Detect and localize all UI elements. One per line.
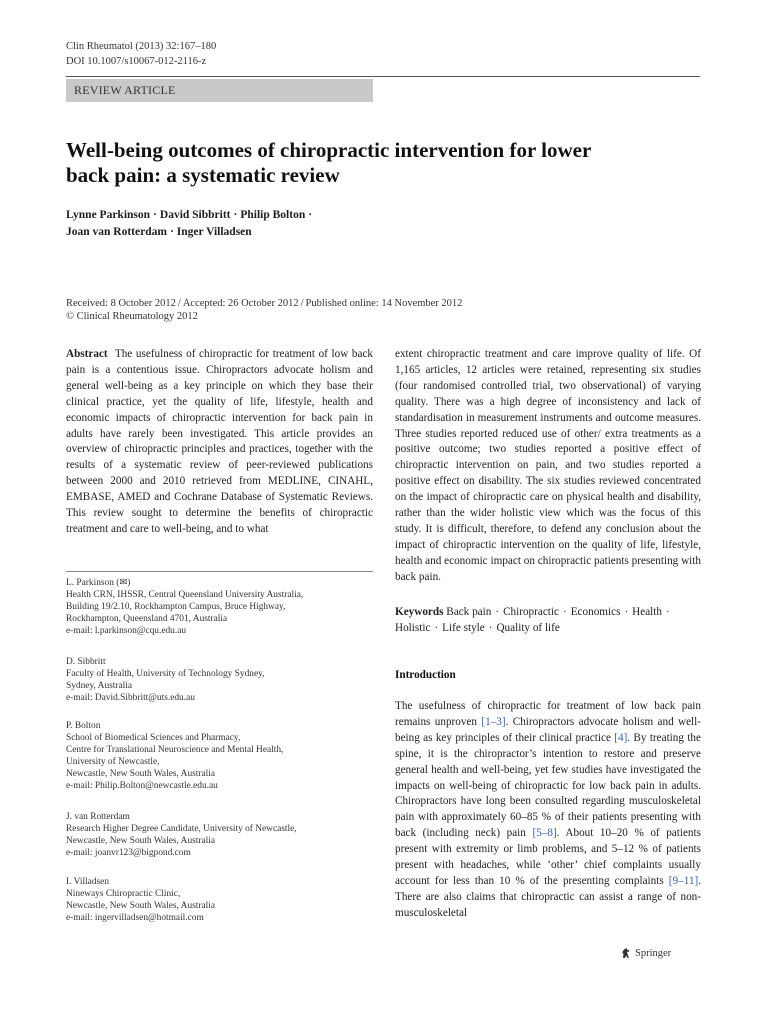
article-type-banner [66, 79, 373, 102]
keyword: Back pain [446, 606, 492, 618]
publisher-mark [620, 947, 671, 959]
journal-reference: Clin Rheumatol (2013) 32:167–180 [66, 41, 217, 52]
keyword: Quality of life [496, 622, 560, 634]
keyword: Economics [570, 606, 621, 618]
author-line-1 [66, 207, 686, 224]
article-type-label: REVIEW ARTICLE [74, 83, 176, 97]
intro-text-segment: . About 10–20 % of patients present with extremity or limb problems, and 5–12 % of patients present with headaches, while ‘other’ chief complaints usually account for less than 10 % of the presenting complaints [395, 827, 701, 887]
author-list [66, 207, 686, 240]
affiliation-line: University of Newcastle, [66, 757, 160, 768]
author-name[interactable]: Inger Villadsen [176, 225, 252, 238]
author-name[interactable]: David Sibbritt [159, 209, 231, 221]
accepted-date: Accepted: 26 October 2012 [182, 298, 299, 309]
affiliation-line: J. van Rotterdam [66, 812, 130, 822]
citation-link[interactable]: [9–11] [668, 874, 699, 887]
author-name[interactable]: Joan van Rotterdam [66, 225, 167, 238]
email-link[interactable]: e-mail: l.parkinson@cqu.edu.au [66, 626, 187, 637]
affiliation-line: Centre for Translational Neuroscience and Mental Health, [66, 745, 284, 756]
publication-dates [66, 297, 686, 310]
citation-link[interactable]: [4] [614, 731, 628, 744]
keyword: Life style [442, 622, 485, 634]
paper-title [66, 138, 686, 187]
affiliation-parkinson [66, 577, 373, 637]
affiliation-line: School of Biomedical Sciences and Pharmacy, [66, 733, 241, 744]
author-separator: · [308, 209, 313, 221]
author-separator: · [169, 225, 174, 238]
affiliation-villadsen [66, 876, 373, 924]
affiliation-van-rotterdam [66, 811, 373, 859]
title-line-1: Well-being outcomes of chiropractic intervention for lower [66, 138, 592, 162]
intro-text-segment: . Chiropractors advocate holism and well-being as key principles of their clinical practice [395, 715, 702, 744]
author-name[interactable]: Philip Bolton [240, 209, 306, 221]
keyword: Chiropractic [503, 606, 559, 618]
author-separator: · [233, 209, 238, 221]
email-link[interactable]: e-mail: David.Sibbritt@uts.edu.au [66, 693, 195, 704]
intro-text-segment: . There are also claims that chiropractic can assist a range of non-musculoskeletal [395, 874, 701, 919]
date-separator: / [177, 298, 181, 309]
keyword-separator: · [434, 622, 439, 634]
affiliation-line: Faculty of Health, University of Technology Sydney, [66, 669, 265, 680]
intro-text-segment: . By treating the spine, it is the chiropractor’s intention to restore and preserve general health and well-being, yet few studies have investigated the impacts on well-being of chiropractic for low back pain in adults. Chiropractors have long been consulted regarding musculoskeletal pain with approximately 60–85 % of their patients presenting with back (including neck) pain [395, 731, 701, 840]
abstract-text-part-2: extent chiropractic treatment and care improve quality of life. Of 1,165 articles, 12 articles were retained, representing six studies (four randomised controlled trial, two observational) of varying quality. There was a high degree of inconsistency and lack of standardisation in measurement instruments and outcome measures. Three studies reported reduced use of other/ extra treatments as a positive outcome; two studies reported a positive effect of chiropractic intervention on pain, and two studies reported a positive effect on disability. The six studies reviewed concentrated on the impact of chiropractic care on physical health and disability, rather than the wider holistic view which was the focus of this study. It is difficult, therefore, to defend any conclusion about the impact of chiropractic intervention on the quality of life, lifestyle, health and economic impact on chiropractic patients presenting with back pain. [395, 348, 701, 583]
abstract-left-column [66, 347, 373, 538]
author-separator: · [153, 209, 157, 221]
affiliation-line: D. Sibbritt [66, 657, 106, 667]
affiliation-line: Newcastle, New South Wales, Australia [66, 769, 216, 780]
affiliation-line: Nineways Chiropractic Clinic, [66, 889, 181, 900]
keyword: Health [632, 606, 662, 618]
email-link[interactable]: e-mail: ingervilladsen@hotmail.com [66, 913, 204, 924]
copyright-notice: © Clinical Rheumatology 2012 [66, 311, 198, 322]
author-line-2 [66, 224, 686, 241]
affiliation-line: I. Villadsen [66, 877, 110, 887]
keywords-label: Keywords [395, 606, 444, 618]
citation-link[interactable]: [1–3] [481, 715, 506, 728]
affiliation-line: Rockhampton, Queensland 4701, Australia [66, 614, 228, 625]
abstract-right-column [395, 347, 701, 586]
affiliation-line: Research Higher Degree Candidate, University of Newcastle, [66, 824, 297, 835]
affiliation-line: Newcastle, New South Wales, Australia [66, 901, 216, 912]
published-date: Published online: 14 November 2012 [305, 298, 463, 309]
introduction-heading: Introduction [395, 669, 456, 681]
title-line-2: back pain: a systematic review [66, 162, 340, 187]
affiliation-line: Sydney, Australia [66, 681, 133, 692]
keyword-separator: · [562, 606, 567, 618]
intro-text-segment: The usefulness of chiropractic for treatment of low back pain remains unproven [395, 700, 701, 728]
affiliation-line: L. Parkinson (✉) [66, 578, 131, 588]
footnote-rule [66, 571, 373, 572]
affiliation-sibbritt [66, 656, 373, 704]
affiliation-line: Health CRN, IHSSR, Central Queensland University Australia, [66, 590, 304, 601]
date-separator: / [300, 298, 304, 309]
keyword: Holistic [395, 622, 431, 634]
affiliation-bolton [66, 720, 373, 793]
abstract-text-part-1: The usefulness of chiropractic for treatment of low back pain is a contentious issue. Chiropractors advocate holism and general well-being as a key principle on which they base their clinical practice, yet the quality of life, lifestyle, health and economic impacts of chiropractic intervention for back pain in adults have rarely been investigated. This article provides an overview of chiropractic principles and practices, together with the results of a systematic review of peer-reviewed publications between 2000 and 2010 retrieved from MEDLINE, CINAHL, EMBASE, AMED and Cochrane Database of Systematic Reviews. This review sought to determine the benefits of chiropractic treatment and care to well-being, and to what [66, 348, 374, 535]
keyword-separator: · [488, 622, 493, 634]
doi[interactable]: DOI 10.1007/s10067-012-2116-z [66, 56, 207, 67]
author-name[interactable]: Lynne Parkinson [66, 209, 151, 221]
keyword-separator: · [624, 606, 629, 618]
publisher-name: Springer [635, 947, 672, 959]
affiliation-line: Newcastle, New South Wales, Australia [66, 836, 216, 847]
received-date: Received: 8 October 2012 [66, 298, 176, 309]
abstract-label: Abstract [66, 348, 108, 360]
email-link[interactable]: e-mail: joanvr123@bigpond.com [66, 848, 191, 859]
keyword-separator: · [495, 606, 500, 618]
springer-horse-icon [620, 947, 632, 959]
keyword-separator: · [666, 606, 670, 618]
header-rule [66, 76, 700, 77]
affiliation-line: P. Bolton [66, 721, 101, 731]
affiliation-line: Building 19/2.10, Rockhampton Campus, Bruce Highway, [66, 602, 286, 613]
citation-link[interactable]: [5–8] [532, 827, 557, 840]
introduction-paragraph [395, 699, 701, 922]
keywords [395, 604, 701, 636]
email-link[interactable]: e-mail: Philip.Bolton@newcastle.edu.au [66, 781, 218, 792]
